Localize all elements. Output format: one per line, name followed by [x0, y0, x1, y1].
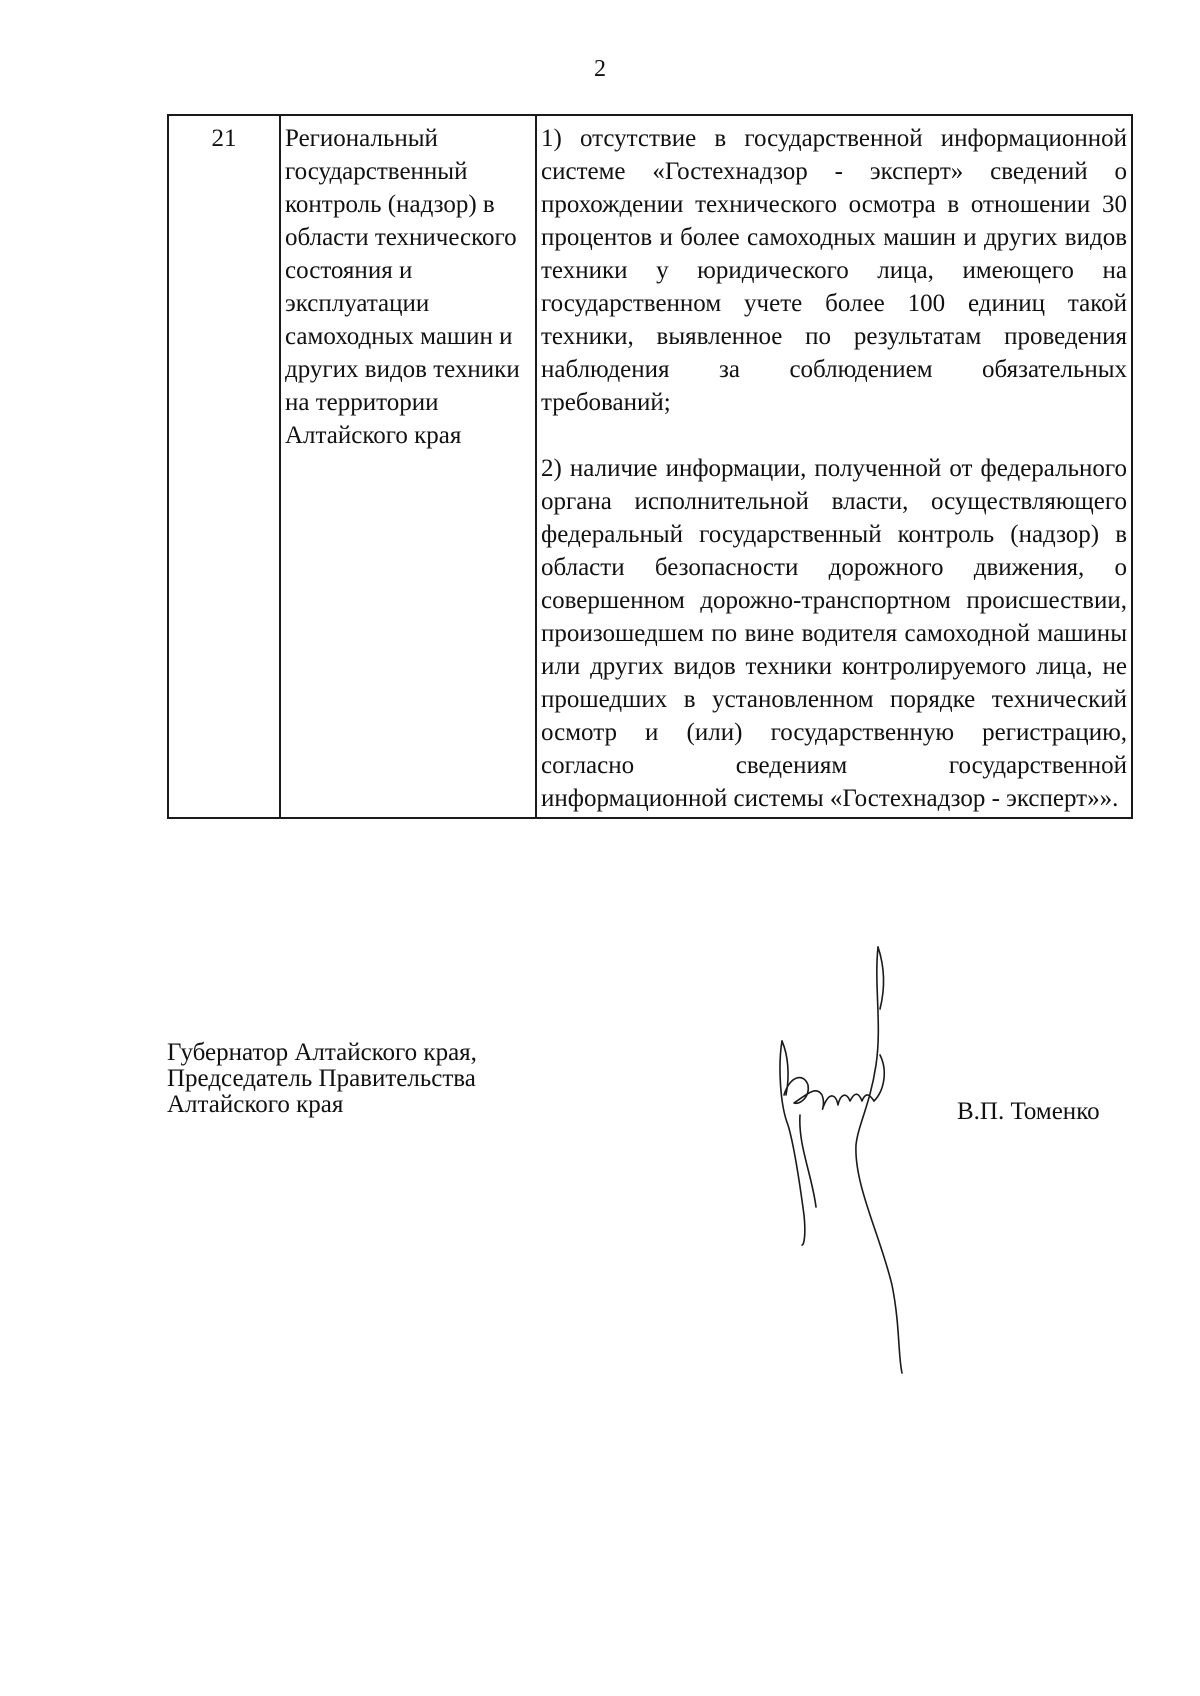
criteria-table — [167, 114, 1133, 819]
risk-criterion-1: 1) отсутствие в государственной информационной системе «Гостехнадзор - эксперт» сведений о прохождении технического осмотра в отношении 30 процентов и более самоходных машин и других видов техники у юридического лица, имеющего на государственном учете более 100 единиц такой техники, выявленное по результатам проведения наблюдения за соблюдением обязательных требований; — [541, 125, 1127, 416]
row-number: 21 — [168, 115, 280, 818]
risk-criteria-cell — [536, 115, 1132, 818]
signatory-title-line-3: Алтайского края — [167, 1091, 344, 1118]
signatory-title — [167, 1040, 477, 1118]
signer-name: В.П. Томенко — [957, 1098, 1100, 1125]
handwritten-signature — [760, 945, 960, 1385]
risk-criterion-2: 2) наличие информации, полученной от федерального органа исполнительной власти, осуществляющего федеральный государственный контроль (надзор) в области безопасности дорожного движения, о совершенном дорожно-транспортном происшествии, произошедшем по вине водителя самоходной машины или других видов техники контролируемого лица, не прошедших в установленном порядке технический осмотр и (или) государственную регистрацию, согласно сведениям государственной информационной системы «Гостехнадзор - эксперт»». — [541, 455, 1127, 812]
signatory-title-line-1: Губернатор Алтайского края, — [167, 1039, 477, 1066]
page-number: 2 — [594, 56, 606, 82]
table-row — [168, 115, 1132, 818]
signatory-title-line-2: Председатель Правительства — [167, 1065, 476, 1092]
control-type-name: Региональный государственный контроль (надзор) в области технического состояния и эксплуатации самоходных машин и других видов техники на территории Алтайского края — [280, 115, 536, 818]
